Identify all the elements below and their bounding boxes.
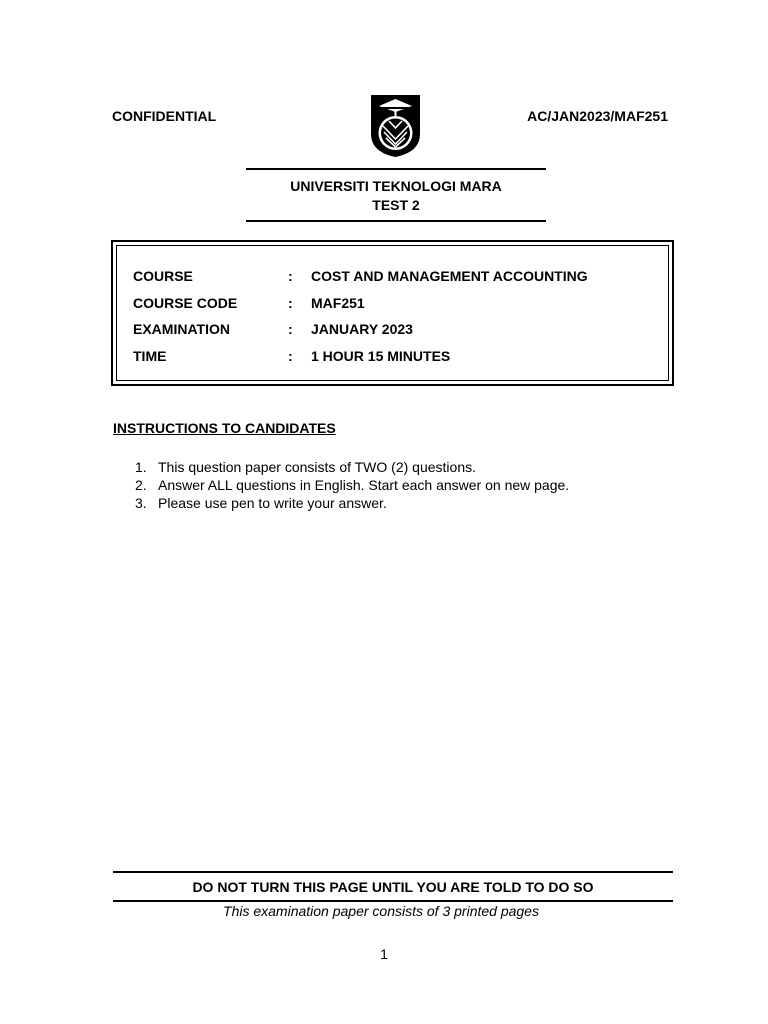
detail-value: JANUARY 2023 [311, 321, 413, 337]
detail-label: TIME [133, 348, 167, 364]
instructions-heading: INSTRUCTIONS TO CANDIDATES [113, 420, 336, 436]
detail-colon: : [288, 268, 293, 284]
detail-value: MAF251 [311, 295, 365, 311]
reference-code: AC/JAN2023/MAF251 [527, 108, 668, 124]
list-item-number: 3. [135, 495, 147, 511]
test-title: TEST 2 [372, 197, 420, 213]
list-item [135, 476, 569, 494]
instructions-list [135, 458, 569, 512]
university-name: UNIVERSITI TEKNOLOGI MARA [290, 178, 502, 194]
detail-value: 1 HOUR 15 MINUTES [311, 348, 451, 364]
printed-pages-note: This examination paper consists of 3 printed pages [223, 903, 539, 919]
warning-notice: DO NOT TURN THIS PAGE UNTIL YOU ARE TOLD TO DO SO [192, 879, 594, 895]
footer-bottom-rule [113, 900, 673, 902]
detail-colon: : [288, 295, 293, 311]
footer-top-rule [113, 871, 673, 873]
detail-label: COURSE CODE [133, 295, 238, 311]
university-crest-icon [370, 94, 421, 158]
detail-label: COURSE [133, 268, 193, 284]
confidential-label: CONFIDENTIAL [112, 108, 217, 124]
detail-value: COST AND MANAGEMENT ACCOUNTING [311, 268, 588, 284]
list-item-text: Please use pen to write your answer. [158, 495, 387, 511]
page-number: 1 [380, 946, 388, 962]
detail-colon: : [288, 348, 293, 364]
title-top-rule [246, 168, 546, 170]
list-item [135, 494, 569, 512]
list-item-number: 2. [135, 477, 147, 493]
title-bottom-rule [246, 220, 546, 222]
list-item [135, 458, 569, 476]
course-details-box [111, 240, 674, 386]
list-item-text: This question paper consists of TWO (2) questions. [158, 459, 476, 475]
detail-colon: : [288, 321, 293, 337]
course-details-inner-border [116, 245, 669, 381]
list-item-text: Answer ALL questions in English. Start each answer on new page. [158, 477, 570, 493]
detail-label: EXAMINATION [133, 321, 230, 337]
list-item-number: 1. [135, 459, 147, 475]
